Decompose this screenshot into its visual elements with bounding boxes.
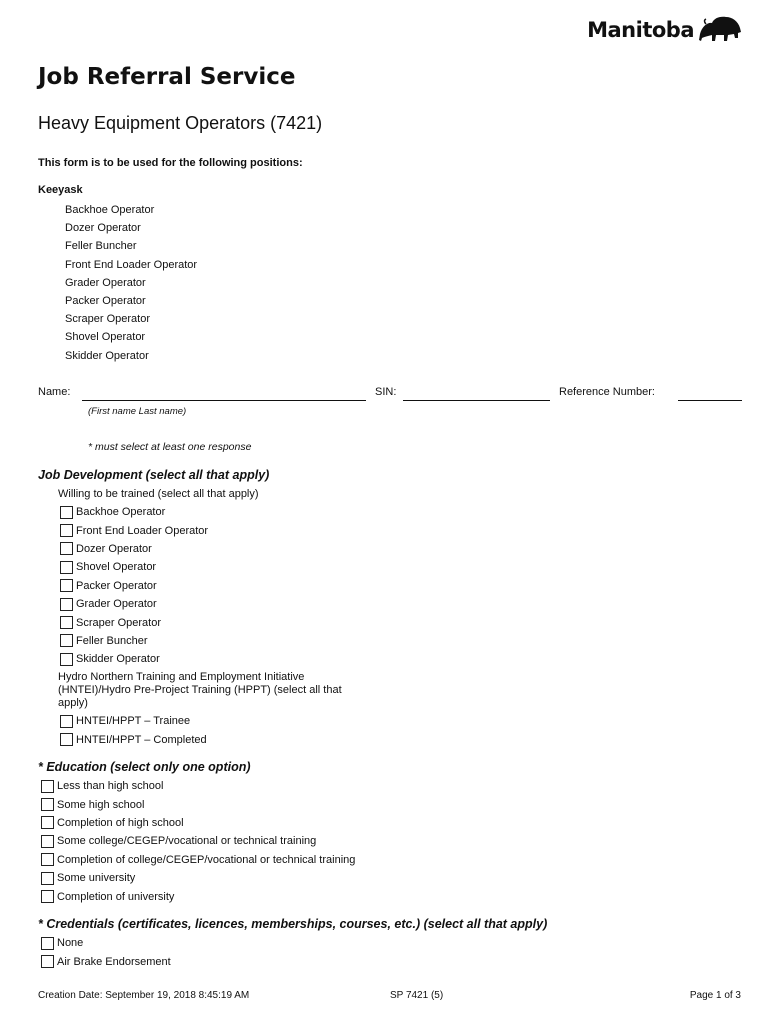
footer-page: Page 1 of 3 xyxy=(689,990,741,1001)
list-item: Packer Operator xyxy=(65,295,146,308)
option-label: Completion of high school xyxy=(57,816,184,829)
option-row xyxy=(60,712,207,730)
name-field[interactable] xyxy=(82,400,366,401)
checkbox[interactable] xyxy=(60,542,73,555)
checkbox[interactable] xyxy=(41,798,54,811)
option-row xyxy=(41,952,171,970)
checkbox[interactable] xyxy=(60,524,73,537)
option-label: Skidder Operator xyxy=(76,653,160,666)
option-label: None xyxy=(57,937,84,950)
option-row xyxy=(60,730,207,748)
manitoba-logo xyxy=(587,14,742,46)
checkbox[interactable] xyxy=(41,816,54,829)
option-row xyxy=(41,869,355,887)
list-item: Scraper Operator xyxy=(65,313,150,326)
option-row xyxy=(41,851,355,869)
checkbox[interactable] xyxy=(60,506,73,519)
list-item: Skidder Operator xyxy=(65,349,149,362)
credentials-options xyxy=(41,934,171,971)
option-row xyxy=(60,540,208,558)
option-row xyxy=(60,650,208,668)
checkbox[interactable] xyxy=(60,579,73,592)
option-label: Front End Loader Operator xyxy=(76,524,209,537)
bison-icon xyxy=(698,14,742,46)
page-title: Job Referral Service xyxy=(38,64,296,90)
sin-label: SIN: xyxy=(375,386,397,398)
option-row xyxy=(41,777,355,795)
option-label: Shovel Operator xyxy=(76,561,157,574)
checkbox[interactable] xyxy=(60,653,73,666)
option-row xyxy=(41,814,355,832)
reference-label: Reference Number: xyxy=(559,386,655,398)
list-item: Grader Operator xyxy=(65,276,146,289)
reference-field[interactable] xyxy=(678,400,742,401)
name-hint: (First name Last name) xyxy=(88,406,187,417)
position-list xyxy=(65,201,197,365)
option-row xyxy=(60,558,208,576)
hntei-label-line: apply) xyxy=(58,697,88,709)
keeyask-heading: Keeyask xyxy=(38,184,83,196)
option-label: Grader Operator xyxy=(76,598,157,611)
willing-options xyxy=(60,503,208,669)
checkbox[interactable] xyxy=(41,955,54,968)
hntei-label-line: Hydro Northern Training and Employment Initiative xyxy=(58,671,305,683)
list-item: Backhoe Operator xyxy=(65,204,155,216)
list-item: Dozer Operator xyxy=(65,222,141,235)
checkbox[interactable] xyxy=(41,872,54,885)
option-row xyxy=(41,934,171,952)
checkbox[interactable] xyxy=(41,890,54,903)
option-row xyxy=(41,887,355,905)
list-item: Feller Buncher xyxy=(65,240,137,253)
required-note: * must select at least one response xyxy=(88,441,252,453)
checkbox[interactable] xyxy=(41,835,54,848)
option-label: Air Brake Endorsement xyxy=(57,955,171,968)
option-row xyxy=(41,832,355,850)
checkbox[interactable] xyxy=(41,853,54,866)
checkbox[interactable] xyxy=(60,634,73,647)
checkbox[interactable] xyxy=(60,561,73,574)
education-heading: * Education (select only one option) xyxy=(38,760,251,774)
list-item: Shovel Operator xyxy=(65,331,146,344)
option-row xyxy=(41,795,355,813)
list-item: Front End Loader Operator xyxy=(65,258,198,271)
option-label: Some high school xyxy=(57,798,145,811)
checkbox[interactable] xyxy=(60,598,73,611)
hntei-label xyxy=(58,671,342,710)
option-label: Backhoe Operator xyxy=(76,506,166,519)
option-row xyxy=(60,613,208,631)
hntei-label-line: (HNTEI)/Hydro Pre-Project Training (HPPT) (select all that xyxy=(58,684,342,696)
option-label: Feller Buncher xyxy=(76,634,148,647)
option-row xyxy=(60,632,208,650)
option-label: Completion of university xyxy=(57,890,175,903)
checkbox[interactable] xyxy=(60,715,73,728)
option-label: Completion of college/CEGEP/vocational or technical training xyxy=(57,853,356,866)
logo-text: Manitoba xyxy=(587,18,694,42)
checkbox[interactable] xyxy=(41,780,54,793)
option-row xyxy=(60,521,208,539)
checkbox[interactable] xyxy=(60,616,73,629)
education-options xyxy=(41,777,355,906)
job-development-heading: Job Development (select all that apply) xyxy=(38,468,270,482)
intro-text: This form is to be used for the following positions: xyxy=(38,157,303,169)
option-label: Less than high school xyxy=(57,780,164,793)
option-row xyxy=(60,577,208,595)
willing-label: Willing to be trained (select all that apply) xyxy=(58,488,259,500)
footer-form-id: SP 7421 (5) xyxy=(390,990,444,1001)
checkbox[interactable] xyxy=(60,733,73,746)
option-label: Scraper Operator xyxy=(76,616,161,629)
option-label: Some college/CEGEP/vocational or technical training xyxy=(57,835,317,848)
option-row xyxy=(60,503,208,521)
checkbox[interactable] xyxy=(41,937,54,950)
option-label: HNTEI/HPPT – Completed xyxy=(76,733,207,746)
option-label: Dozer Operator xyxy=(76,542,152,555)
option-label: Packer Operator xyxy=(76,579,157,592)
option-label: HNTEI/HPPT – Trainee xyxy=(76,715,191,728)
hntei-options xyxy=(60,712,207,749)
option-label: Some university xyxy=(57,872,136,885)
credentials-heading: * Credentials (certificates, licences, memberships, courses, etc.) (select all that apply) xyxy=(38,917,548,931)
option-row xyxy=(60,595,208,613)
sin-field[interactable] xyxy=(403,400,550,401)
footer-created: Creation Date: September 19, 2018 8:45:19 AM xyxy=(38,990,250,1001)
name-label: Name: xyxy=(38,386,71,398)
page-subtitle: Heavy Equipment Operators (7421) xyxy=(38,113,323,133)
